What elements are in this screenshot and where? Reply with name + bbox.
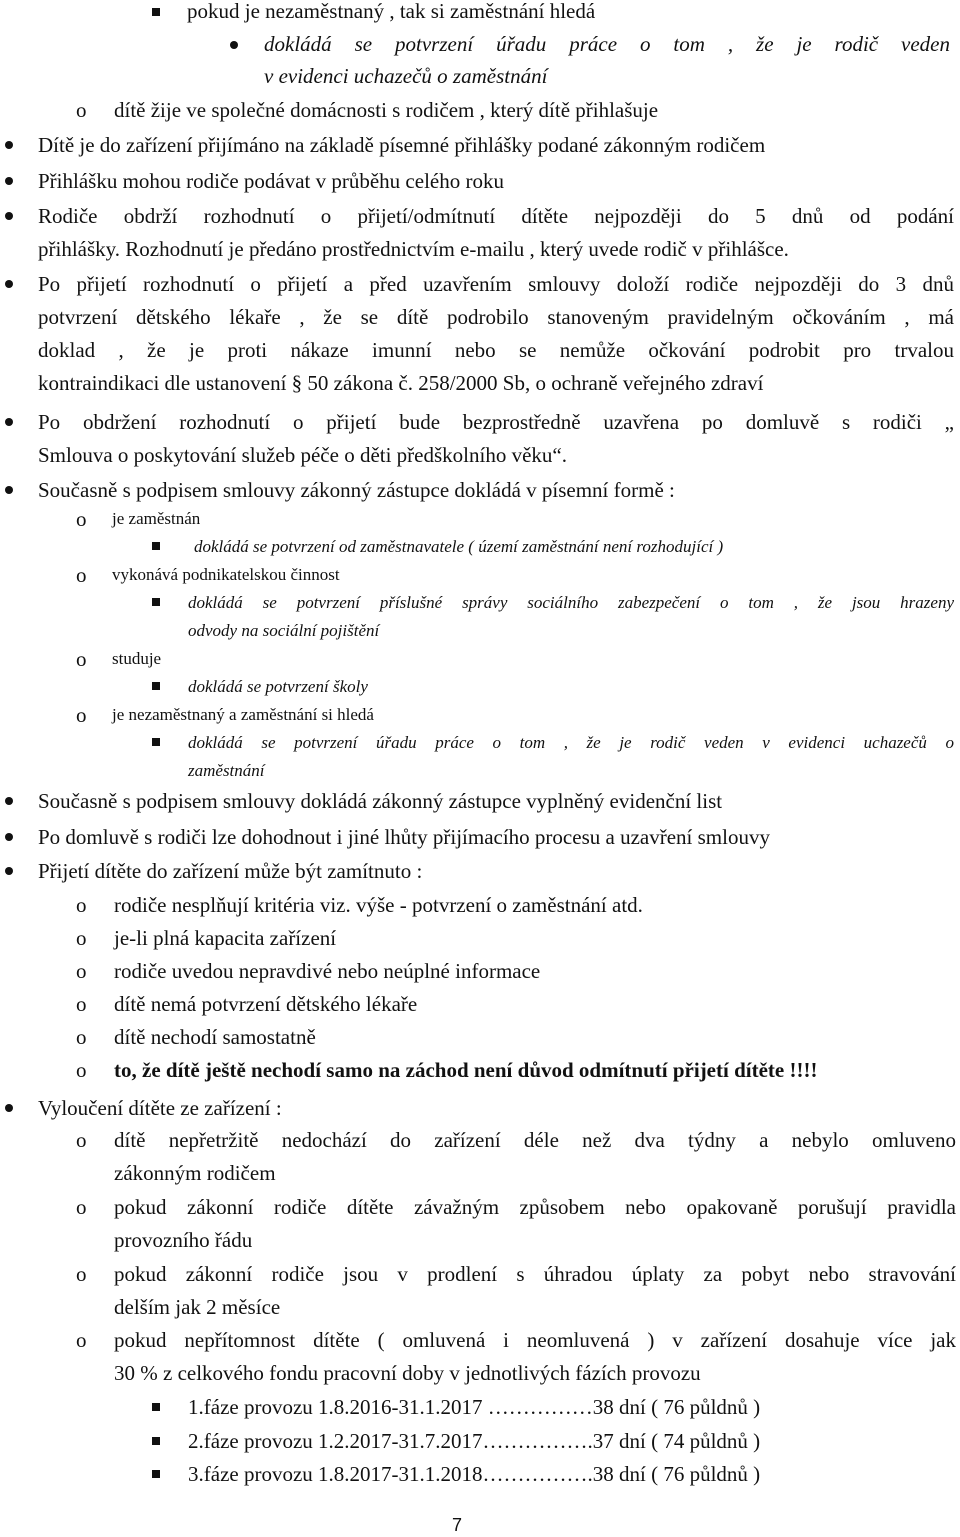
- round-bullet-icon: [5, 867, 13, 875]
- list-item: Rodiče obdrží rozhodnutí o přijetí/odmítnutí dítěte nejpozději do 5 dnů od podání: [38, 204, 954, 228]
- list-item: Po přijetí rozhodnutí o přijetí a před uzavřením smlouvy doloží rodiče nejpozději do 3 dnů: [38, 272, 954, 296]
- list-item: dítě nepřetržitě nedochází do zařízení déle než dva týdny a nebylo omluveno: [114, 1128, 956, 1152]
- hollow-bullet-icon: o: [76, 1128, 87, 1152]
- hollow-bullet-icon: o: [76, 1025, 87, 1049]
- list-item-continuation: Smlouva o poskytování služeb péče o děti předškolního věku“.: [38, 443, 567, 467]
- list-item: Současně s podpisem smlouvy zákonný zástupce dokládá v písemní formě :: [38, 478, 675, 502]
- round-bullet-icon: [5, 280, 13, 288]
- list-item: dítě žije ve společné domácnosti s rodičem , který dítě přihlašuje: [114, 98, 659, 122]
- hollow-bullet-icon: o: [76, 563, 87, 587]
- round-bullet-icon: [5, 141, 13, 149]
- list-item-continuation: v evidenci uchazečů o zaměstnání: [264, 64, 548, 88]
- square-bullet-icon: [152, 1403, 160, 1411]
- list-item-continuation: přihlášky. Rozhodnutí je předáno prostřednictvím e-mailu , který uvede rodič v přihlášce.: [38, 237, 789, 261]
- square-bullet-icon: [152, 682, 160, 690]
- round-bullet-icon: [5, 212, 13, 220]
- square-bullet-icon: [152, 542, 160, 550]
- hollow-bullet-icon: o: [76, 1328, 87, 1352]
- list-item: studuje: [112, 649, 162, 668]
- list-item: dítě nemá potvrzení dětského lékaře: [114, 992, 418, 1016]
- list-item: dokládá se potvrzení příslušné správy sociálního zabezpečení o tom , že jsou hrazeny: [188, 593, 954, 612]
- hollow-bullet-icon: o: [76, 1195, 87, 1219]
- list-item: je-li plná kapacita zařízení: [114, 926, 337, 950]
- list-item: dítě nechodí samostatně: [114, 1025, 316, 1049]
- list-item: dokládá se potvrzení od zaměstnavatele ( území zaměstnání není rozhodující ): [194, 537, 724, 556]
- list-item-continuation: zákonným rodičem: [114, 1161, 276, 1185]
- hollow-bullet-icon: o: [76, 647, 87, 671]
- hollow-bullet-icon: o: [76, 893, 87, 917]
- list-item: je zaměstnán: [112, 509, 201, 528]
- list-item: Přihlášku mohou rodiče podávat v průběhu celého roku: [38, 169, 504, 193]
- list-item: dokládá se potvrzení úřadu práce o tom , že je rodič veden: [264, 32, 950, 56]
- list-item: Po domluvě s rodiči lze dohodnout i jiné lhůty přijímacího procesu a uzavření smlouvy: [38, 825, 770, 849]
- hollow-bullet-icon: o: [76, 926, 87, 950]
- list-item-emphasis: to, že dítě ještě nechodí samo na záchod není důvod odmítnutí přijetí dítěte !!!!: [114, 1058, 818, 1082]
- hollow-bullet-icon: o: [76, 1058, 87, 1082]
- hollow-bullet-icon: o: [76, 703, 87, 727]
- list-item-continuation: delším jak 2 měsíce: [114, 1295, 281, 1319]
- list-item: dokládá se potvrzení úřadu práce o tom , že je rodič veden v evidenci uchazečů o: [188, 733, 954, 752]
- list-item: Vyloučení dítěte ze zařízení :: [38, 1096, 282, 1120]
- hollow-bullet-icon: o: [76, 992, 87, 1016]
- round-bullet-icon: [5, 1104, 13, 1112]
- list-item: pokud je nezaměstnaný , tak si zaměstnání hledá: [187, 0, 596, 23]
- square-bullet-icon: [152, 1437, 160, 1445]
- round-bullet-icon: [5, 833, 13, 841]
- round-bullet-icon: [5, 177, 13, 185]
- list-item: je nezaměstnaný a zaměstnání si hledá: [112, 705, 374, 724]
- round-bullet-icon: [230, 41, 238, 49]
- square-bullet-icon: [152, 598, 160, 606]
- list-item: 2.fáze provozu 1.2.2017-31.7.2017…………….37 dní ( 74 půldnů ): [188, 1429, 761, 1453]
- list-item-continuation: zaměstnání: [188, 761, 265, 780]
- list-item: rodiče uvedou nepravdivé nebo neúplné informace: [114, 959, 541, 983]
- hollow-bullet-icon: o: [76, 98, 87, 122]
- hollow-bullet-icon: o: [76, 1262, 87, 1286]
- list-item: pokud nepřítomnost dítěte ( omluvená i neomluvená ) v zařízení dosahuje více jak: [114, 1328, 956, 1352]
- hollow-bullet-icon: o: [76, 959, 87, 983]
- list-item-continuation: doklad , že je proti nákaze imunní nebo se nemůže očkování podrobit pro trvalou: [38, 338, 954, 362]
- list-item-continuation: 30 % z celkového fondu pracovní doby v jednotlivých fázích provozu: [114, 1361, 701, 1385]
- list-item: 1.fáze provozu 1.8.2016-31.1.2017 ……………38 dní ( 76 půldnů ): [188, 1395, 761, 1419]
- round-bullet-icon: [5, 486, 13, 494]
- list-item: dokládá se potvrzení školy: [188, 677, 368, 696]
- list-item: 3.fáze provozu 1.8.2017-31.1.2018…………….38 dní ( 76 půldnů ): [188, 1462, 761, 1486]
- list-item-continuation: provozního řádu: [114, 1228, 253, 1252]
- square-bullet-icon: [152, 1470, 160, 1478]
- page-number: 7: [452, 1515, 463, 1535]
- list-item: Přijetí dítěte do zařízení může být zamítnuto :: [38, 859, 423, 883]
- list-item: vykonává podnikatelskou činnost: [112, 565, 340, 584]
- square-bullet-icon: [152, 8, 160, 16]
- list-item-continuation: odvody na sociální pojištění: [188, 621, 380, 640]
- list-item-continuation: kontraindikaci dle ustanovení § 50 zákona č. 258/2000 Sb, o ochraně veřejného zdraví: [38, 371, 764, 395]
- list-item: pokud zákonní rodiče jsou v prodlení s úhradou úplaty za pobyt nebo stravování: [114, 1262, 956, 1286]
- square-bullet-icon: [152, 738, 160, 746]
- round-bullet-icon: [5, 418, 13, 426]
- hollow-bullet-icon: o: [76, 507, 87, 531]
- list-item-continuation: potvrzení dětského lékaře , že se dítě podrobilo stanoveným pravidelným očkováním , má: [38, 305, 954, 329]
- list-item: Po obdržení rozhodnutí o přijetí bude bezprostředně uzavřena po domluvě s rodiči „: [38, 410, 954, 434]
- list-item: Dítě je do zařízení přijímáno na základě písemné přihlášky podané zákonným rodičem: [38, 133, 766, 157]
- list-item: rodiče nesplňují kritéria viz. výše - potvrzení o zaměstnání atd.: [114, 893, 643, 917]
- list-item: Současně s podpisem smlouvy dokládá zákonný zástupce vyplněný evidenční list: [38, 789, 723, 813]
- round-bullet-icon: [5, 797, 13, 805]
- list-item: pokud zákonní rodiče dítěte závažným způsobem nebo opakovaně porušují pravidla: [114, 1195, 956, 1219]
